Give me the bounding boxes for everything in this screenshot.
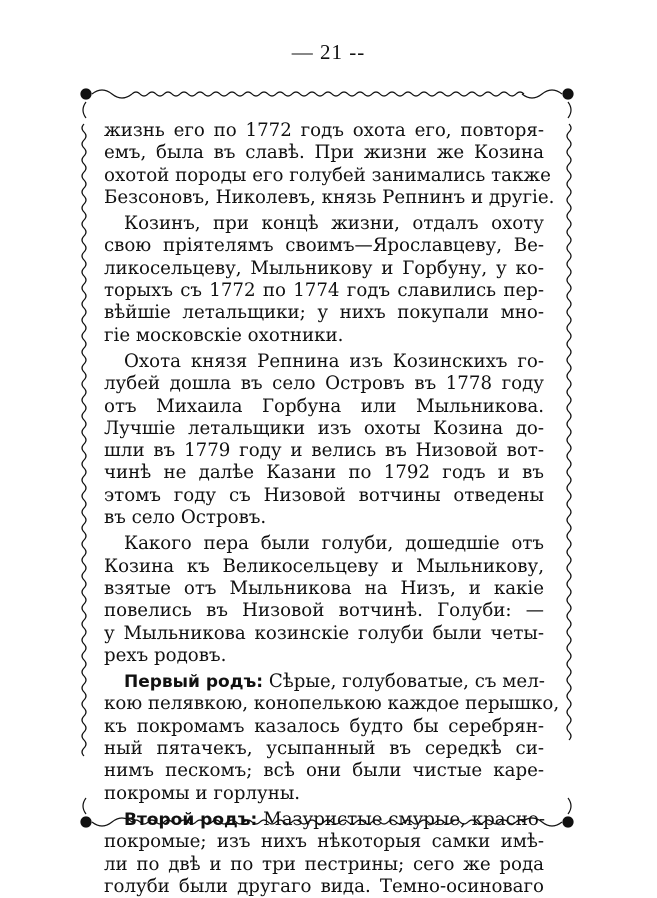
text-line: ликосельцеву, Мыльникову и Горбуну, у ко- — [104, 257, 544, 279]
text-line: покромы и горлуны. — [104, 782, 301, 804]
text-line: взятые отъ Мыльникова на Низъ, и какіе — [104, 577, 544, 599]
text-line: ли по двѣ и по три пестрины; сего же рода — [104, 853, 544, 875]
text-line: ный пятачекъ, усыпанный въ середкѣ си- — [104, 738, 544, 760]
text-line — [104, 671, 544, 693]
text-line: торыхъ съ 1772 по 1774 годъ славились пер- — [104, 280, 544, 302]
text-line: Охота князя Репнина изъ Козинскихъ го- — [124, 350, 544, 372]
text-line: въ село Островъ. — [104, 507, 267, 529]
text-line: рехъ родовъ. — [104, 644, 227, 666]
text-line: свою пріятелямъ своимъ—Ярославцеву, Ве- — [104, 235, 544, 257]
text-line: Козинъ, при концѣ жизни, отдалъ охоту — [124, 213, 544, 235]
text-line: Какого пера были голуби, дошедшіе отъ — [124, 533, 544, 555]
text-line: Лучшіе летальщики изъ охоты Козина до- — [104, 417, 544, 439]
text-line: кою пелявкою, конопелькою каждое перышко, — [104, 693, 560, 715]
text-line: чинѣ не далѣе Казани по 1792 годъ и въ — [104, 462, 544, 484]
text-line: повелись въ Низовой вотчинѣ. Голуби: — — [104, 600, 544, 622]
section-heading: Первый родъ: — [124, 672, 264, 693]
text-line: нимъ пескомъ; всѣ они были чистые каре- — [104, 760, 544, 782]
text-line — [104, 809, 544, 831]
text-line: этомъ году съ Низовой вотчины отведены — [104, 484, 544, 506]
text-line: охотой породы его голубей занимались также — [104, 164, 551, 186]
text-line: Козина къ Великосельцеву и Мыльникову, — [104, 555, 544, 577]
text-line: жизнь его по 1772 годъ охота его, повторя- — [104, 120, 544, 141]
text-line: у Мыльникова козинскіе голуби были четы- — [104, 622, 544, 644]
text-line: емъ, была въ славѣ. При жизни же Козина — [104, 142, 544, 164]
page-text — [104, 120, 560, 898]
section-heading: Второй родъ: — [124, 809, 258, 830]
text-line: шли въ 1779 году и велись въ Низовой вот- — [104, 440, 544, 462]
text-line: къ покромамъ казалось будто бы серебрян- — [104, 715, 544, 737]
text-line: покромые; изъ нихъ нѣкоторыя самки имѣ- — [104, 831, 544, 853]
text-line: голуби были другаго вида. Темно-осиноваго — [104, 875, 544, 897]
page-number: — 21 -- — [291, 40, 366, 64]
text-run: Мазуристые смурые, красно- — [263, 808, 545, 830]
text-line: лубей дошла въ село Островъ въ 1778 году — [104, 373, 544, 395]
text-line: вѣйшіе летальщики; у нихъ покупали мно- — [104, 302, 544, 324]
text-run: Сѣрые, голубоватые, съ мел- — [268, 671, 545, 693]
text-line: Безсоновъ, Николевъ, князь Репнинъ и другіе. — [104, 186, 555, 208]
text-line: гіе московскіе охотники. — [104, 324, 344, 346]
text-line: отъ Михаила Горбуна или Мыльникова. — [104, 395, 544, 417]
